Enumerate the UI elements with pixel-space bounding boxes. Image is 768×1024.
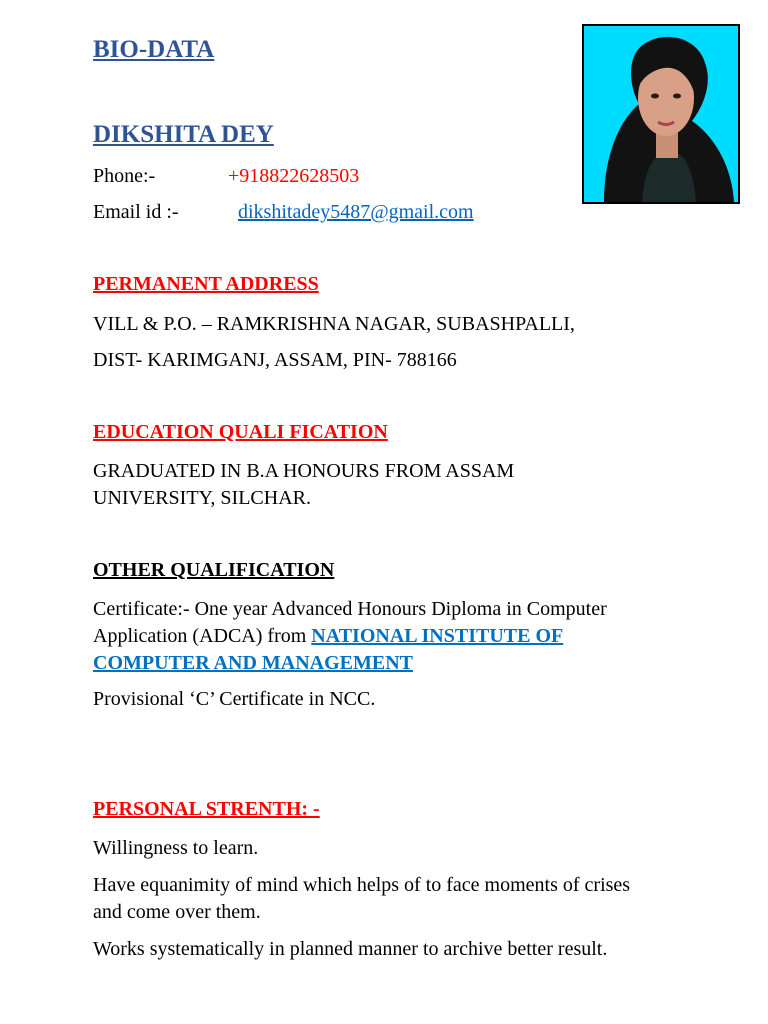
phone-number[interactable]: +918822628503: [228, 165, 360, 187]
other-qualification-heading: OTHER QUALIFICATION: [93, 559, 335, 581]
document-heading: BIO-DATA: [93, 36, 215, 63]
email-label: Email id :-: [93, 201, 179, 223]
education-heading: EDUCATION QUALI FICATION: [93, 421, 388, 443]
strength-item-3: Works systematically in planned manner to archive better result.: [93, 938, 608, 960]
education-line-2: UNIVERSITY, SILCHAR.: [93, 487, 311, 509]
institute-link-line-2[interactable]: COMPUTER AND MANAGEMENT: [93, 652, 413, 674]
institute-link[interactable]: NATIONAL INSTITUTE OF: [311, 625, 564, 647]
address-heading: PERMANENT ADDRESS: [93, 273, 319, 295]
ncc-certificate: Provisional ‘C’ Certificate in NCC.: [93, 688, 376, 710]
certificate-line-2-prefix: Application (ADCA) from: [93, 625, 312, 647]
email-link[interactable]: dikshitadey5487@gmail.com: [238, 201, 474, 223]
certificate-line-2: [93, 623, 563, 650]
certificate-line-1: Certificate:- One year Advanced Honours Diploma in Computer: [93, 598, 607, 620]
candidate-name: DIKSHITA DEY: [93, 121, 274, 148]
strength-item-2-line-1: Have equanimity of mind which helps of to face moments of crises: [93, 874, 631, 896]
personal-strength-heading: PERSONAL STRENTH: -: [93, 798, 320, 820]
strength-item-1: Willingness to learn.: [93, 837, 259, 859]
profile-photo: [582, 24, 740, 204]
phone-label: Phone:-: [93, 165, 156, 187]
education-line-1: GRADUATED IN B.A HONOURS FROM ASSAM: [93, 460, 515, 482]
address-line-2: DIST- KARIMGANJ, ASSAM, PIN- 788166: [93, 349, 457, 371]
address-line-1: VILL & P.O. – RAMKRISHNA NAGAR, SUBASHPALLI,: [93, 313, 575, 335]
strength-item-2-line-2: and come over them.: [93, 901, 261, 923]
